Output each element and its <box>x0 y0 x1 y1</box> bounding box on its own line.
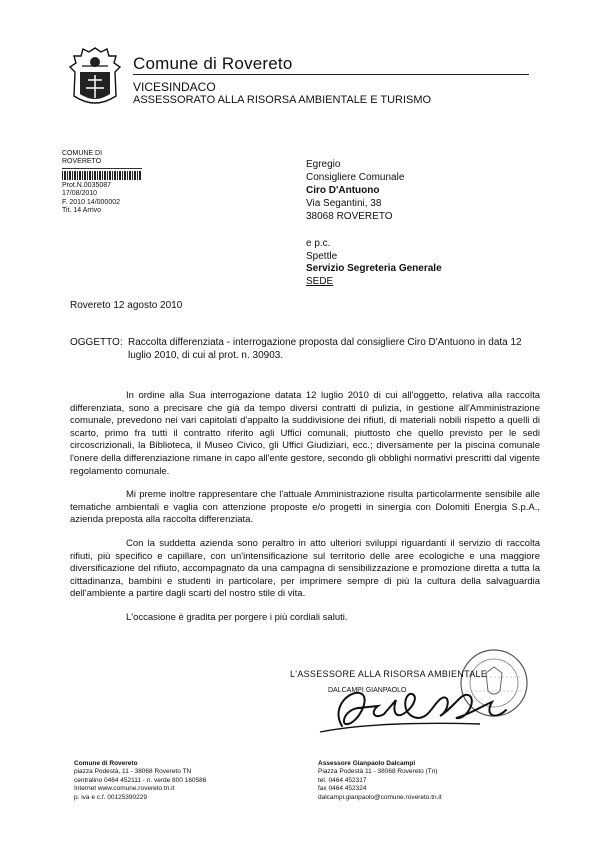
copy-to-location: SEDE <box>306 275 334 287</box>
recipient-city: 38068 ROVERETO <box>306 211 393 222</box>
stamp-protocol-number: Prot.N.0035087 17/08/2010 <box>62 181 112 198</box>
subject-text: Raccolta differenziata - interrogazione proposta dal consigliere Ciro D'Antuono in data 12 luglio 2010, di cui al prot. n. 30903. <box>128 337 522 361</box>
signer-title: L'ASSESSORE ALLA RISORSA AMBIENTALE <box>290 669 488 679</box>
footer-right-phone: tel. 0464 452317 <box>318 776 367 784</box>
footer-right-email: dalcampi.gianpaolo@comune.rovereto.tn.it <box>318 793 442 801</box>
subject-label: OGGETTO: <box>70 337 123 348</box>
coat-of-arms-logo <box>68 46 122 108</box>
footer-left-address: piazza Podestà, 11 - 38068 Rovereto TN <box>74 768 192 776</box>
recipient-name: Ciro D'Antuono <box>306 185 380 196</box>
footer-municipality <box>74 760 206 802</box>
footer-right-title: Assessore Gianpaolo Dalcampi <box>318 760 416 767</box>
body-paragraph-2: Mi preme inoltre rappresentare che l'attuale Amministrazione risulta particolarmente sensibile alle tematiche ambientali e vaglia con attenzione proposte e/o progetti in sinergia con Dolomiti Energia S.p.A., azienda preposta alla raccolta differenziata. <box>70 489 540 526</box>
barcode-icon <box>62 171 142 180</box>
department-line-2: ASSESSORATO ALLA RISORSA AMBIENTALE E TURISMO <box>133 94 432 106</box>
copy-to-salutation: Spettle <box>306 250 338 262</box>
protocol-stamp <box>62 150 142 215</box>
recipient-address <box>306 158 404 223</box>
footer-left-vat: p. iva e c.f. 00125390229 <box>74 793 148 801</box>
stamp-classification: Tit. 14 Arrivo <box>62 207 102 215</box>
footer-right-fax: fax 0464 452324 <box>318 785 367 793</box>
department-line-1: VICESINDACO <box>133 80 216 94</box>
recipient-street: Via Segantini, 38 <box>306 198 382 209</box>
stamp-file-number: F. 2010 14/000002 <box>62 198 120 206</box>
copy-to-label: e p.c. <box>306 238 331 249</box>
signer-name: DALCAMPI GIANPAOLO <box>328 687 407 694</box>
subject-line <box>70 337 540 361</box>
stamp-title: COMUNE DI ROVERETO <box>62 150 142 169</box>
body-paragraph-4: L'occasione è gradita per porgere i più cordiali saluti. <box>126 611 348 623</box>
footer-left-phone: centralino 0464 452111 - n. verde 800 160586 <box>74 776 207 784</box>
copy-to-office: Servizio Segreteria Generale <box>306 263 442 274</box>
body-paragraph-3: Con la suddetta azienda sono peraltro in atto ulteriori sviluppi riguardanti il servizio di raccolta rifiuti, più specifico e capillare, con un'intensificazione sul territorio delle aree ecologiche e una maggiore diversificazione del rifiuto, accompagnato da una campagna di sensibilizzazione e promozione diretta a tutta la cittadinanza, bambini e studenti in particolare, per imprimere sempre di più la cultura della salvaguardia dell'ambiente a partire dagli scarti del nostro stile di vita. <box>70 537 540 600</box>
recipient-salutation: Egregio <box>306 159 341 170</box>
copy-to-block <box>306 238 442 288</box>
organization-name: Comune di Rovereto <box>133 54 293 73</box>
footer-right-address: Piazza Podestà 11 - 38068 Rovereto (Tn) <box>318 768 438 776</box>
letter-body <box>70 390 540 636</box>
footer-left-website: Internet www.comune.rovereto.tn.it <box>74 785 175 793</box>
recipient-role: Consigliere Comunale <box>306 172 405 183</box>
footer-assessor <box>318 760 442 802</box>
handwritten-signature <box>300 676 520 736</box>
footer-left-title: Comune di Rovereto <box>74 760 138 767</box>
header-rule <box>133 74 529 75</box>
letter-date: Rovereto 12 agosto 2010 <box>70 300 183 311</box>
body-paragraph-1: In ordine alla Sua interrogazione datata 12 luglio 2010 di cui all'oggetto, relativa alla raccolta differenziata, sono a precisare che già da tempo diversi contratti di pulizia, in gestione all'Amministrazione comunale, prevedono nei vari capitolati d'appalto la suddivisione dei rifiuti, di materiali nobili rispetto a quelli di scarto, primo fra tutti il contratto riferito agli Uffici comunali, piuttosto che quello previsto per le sedi circoscrizionali, la Biblioteca, il Museo Civico, gli Uffici Giudiziari, ecc.; diversamente per la piscina comunale l'onere della differenziazione rimane in capo all'ente gestore, secondo gli obblighi normativi prescritti dal vigente regolamento comunale. <box>70 390 540 477</box>
